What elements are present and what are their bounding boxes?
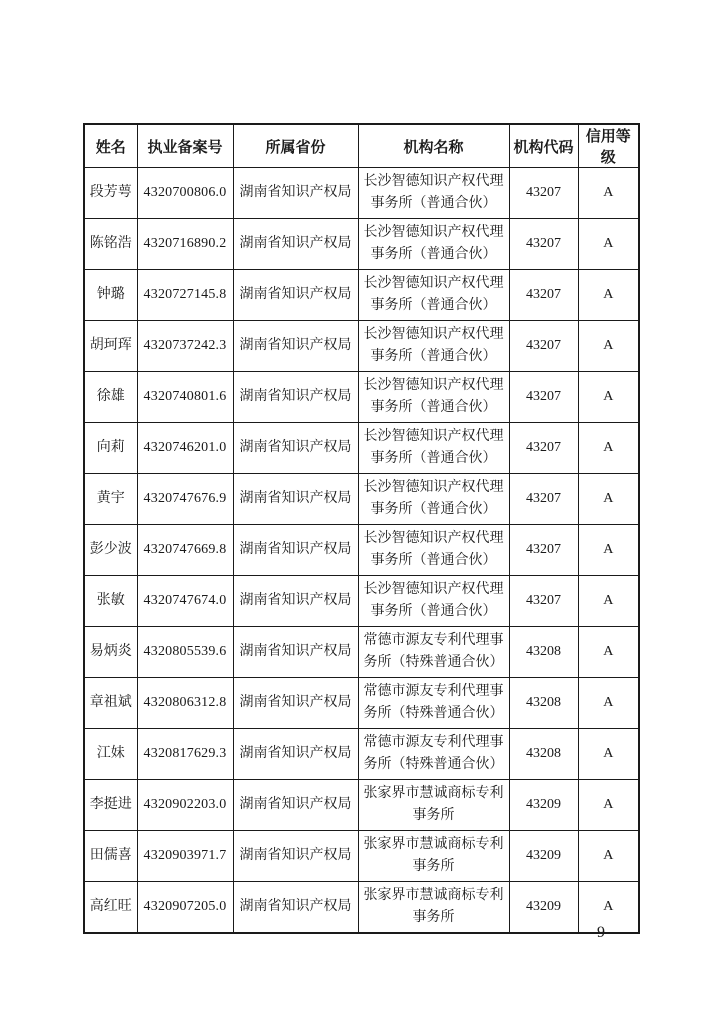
cell-license: 4320737242.3 xyxy=(137,321,233,372)
table-header-row xyxy=(84,124,639,168)
cell-org-code: 43209 xyxy=(509,882,578,934)
cell-license: 4320747669.8 xyxy=(137,525,233,576)
cell-license: 4320747674.0 xyxy=(137,576,233,627)
table-row xyxy=(84,729,639,780)
cell-credit-rating: A xyxy=(578,627,639,678)
cell-name: 徐雄 xyxy=(84,372,137,423)
cell-province: 湖南省知识产权局 xyxy=(233,780,358,831)
table-row xyxy=(84,168,639,219)
table-row xyxy=(84,678,639,729)
cell-name: 段芳萼 xyxy=(84,168,137,219)
cell-name: 章祖斌 xyxy=(84,678,137,729)
cell-org-code: 43209 xyxy=(509,831,578,882)
table-body xyxy=(84,168,639,934)
table-row xyxy=(84,576,639,627)
cell-org: 长沙智德知识产权代理事务所（普通合伙） xyxy=(358,270,509,321)
cell-name: 高红旺 xyxy=(84,882,137,934)
cell-province: 湖南省知识产权局 xyxy=(233,525,358,576)
cell-credit-rating: A xyxy=(578,219,639,270)
cell-org: 常德市源友专利代理事务所（特殊普通合伙） xyxy=(358,729,509,780)
table-row xyxy=(84,780,639,831)
cell-credit-rating: A xyxy=(578,474,639,525)
cell-credit-rating: A xyxy=(578,525,639,576)
cell-org: 长沙智德知识产权代理事务所（普通合伙） xyxy=(358,474,509,525)
cell-org-code: 43208 xyxy=(509,627,578,678)
cell-org: 常德市源友专利代理事务所（特殊普通合伙） xyxy=(358,627,509,678)
table-row xyxy=(84,882,639,934)
cell-name: 张敏 xyxy=(84,576,137,627)
cell-credit-rating: A xyxy=(578,678,639,729)
table-row xyxy=(84,831,639,882)
table-row xyxy=(84,321,639,372)
cell-province: 湖南省知识产权局 xyxy=(233,474,358,525)
table-row xyxy=(84,270,639,321)
col-header-org-code: 机构代码 xyxy=(509,124,578,168)
cell-org: 张家界市慧诚商标专利事务所 xyxy=(358,780,509,831)
cell-license: 4320902203.0 xyxy=(137,780,233,831)
cell-province: 湖南省知识产权局 xyxy=(233,729,358,780)
table-row xyxy=(84,474,639,525)
table-row xyxy=(84,219,639,270)
col-header-license-no: 执业备案号 xyxy=(137,124,233,168)
cell-name: 易炳炎 xyxy=(84,627,137,678)
cell-credit-rating: A xyxy=(578,780,639,831)
page-number: — 9 — xyxy=(575,924,628,941)
cell-province: 湖南省知识产权局 xyxy=(233,423,358,474)
cell-name: 向莉 xyxy=(84,423,137,474)
col-header-org-name: 机构名称 xyxy=(358,124,509,168)
col-header-province: 所属省份 xyxy=(233,124,358,168)
cell-org: 张家界市慧诚商标专利事务所 xyxy=(358,882,509,934)
col-header-credit-rating: 信用等级 xyxy=(578,124,639,168)
cell-org: 长沙智德知识产权代理事务所（普通合伙） xyxy=(358,423,509,474)
cell-name: 钟璐 xyxy=(84,270,137,321)
cell-license: 4320903971.7 xyxy=(137,831,233,882)
cell-province: 湖南省知识产权局 xyxy=(233,678,358,729)
cell-license: 4320907205.0 xyxy=(137,882,233,934)
cell-org-code: 43207 xyxy=(509,321,578,372)
cell-license: 4320817629.3 xyxy=(137,729,233,780)
cell-license: 4320740801.6 xyxy=(137,372,233,423)
cell-credit-rating: A xyxy=(578,168,639,219)
cell-org-code: 43209 xyxy=(509,780,578,831)
cell-credit-rating: A xyxy=(578,831,639,882)
cell-org: 长沙智德知识产权代理事务所（普通合伙） xyxy=(358,321,509,372)
cell-province: 湖南省知识产权局 xyxy=(233,576,358,627)
cell-org: 长沙智德知识产权代理事务所（普通合伙） xyxy=(358,576,509,627)
cell-province: 湖南省知识产权局 xyxy=(233,372,358,423)
cell-province: 湖南省知识产权局 xyxy=(233,627,358,678)
cell-province: 湖南省知识产权局 xyxy=(233,321,358,372)
cell-province: 湖南省知识产权局 xyxy=(233,831,358,882)
patent-agents-table xyxy=(83,123,640,934)
table-row xyxy=(84,423,639,474)
cell-province: 湖南省知识产权局 xyxy=(233,219,358,270)
cell-credit-rating: A xyxy=(578,576,639,627)
cell-credit-rating: A xyxy=(578,270,639,321)
cell-org-code: 43207 xyxy=(509,219,578,270)
cell-name: 田儒喜 xyxy=(84,831,137,882)
cell-org: 长沙智德知识产权代理事务所（普通合伙） xyxy=(358,168,509,219)
cell-org-code: 43208 xyxy=(509,678,578,729)
cell-org-code: 43207 xyxy=(509,525,578,576)
cell-org-code: 43207 xyxy=(509,474,578,525)
cell-license: 4320727145.8 xyxy=(137,270,233,321)
cell-credit-rating: A xyxy=(578,321,639,372)
cell-province: 湖南省知识产权局 xyxy=(233,270,358,321)
cell-org-code: 43207 xyxy=(509,168,578,219)
cell-credit-rating: A xyxy=(578,372,639,423)
cell-org-code: 43207 xyxy=(509,576,578,627)
cell-license: 4320806312.8 xyxy=(137,678,233,729)
cell-name: 胡珂珲 xyxy=(84,321,137,372)
cell-name: 黄宇 xyxy=(84,474,137,525)
cell-org: 长沙智德知识产权代理事务所（普通合伙） xyxy=(358,219,509,270)
cell-name: 彭少波 xyxy=(84,525,137,576)
cell-province: 湖南省知识产权局 xyxy=(233,882,358,934)
cell-org: 长沙智德知识产权代理事务所（普通合伙） xyxy=(358,372,509,423)
cell-license: 4320746201.0 xyxy=(137,423,233,474)
cell-province: 湖南省知识产权局 xyxy=(233,168,358,219)
cell-org: 长沙智德知识产权代理事务所（普通合伙） xyxy=(358,525,509,576)
cell-license: 4320805539.6 xyxy=(137,627,233,678)
cell-org-code: 43208 xyxy=(509,729,578,780)
cell-license: 4320700806.0 xyxy=(137,168,233,219)
cell-name: 李挺进 xyxy=(84,780,137,831)
cell-org: 常德市源友专利代理事务所（特殊普通合伙） xyxy=(358,678,509,729)
col-header-name: 姓名 xyxy=(84,124,137,168)
table-row xyxy=(84,525,639,576)
table-row xyxy=(84,372,639,423)
cell-credit-rating: A xyxy=(578,882,639,934)
cell-license: 4320716890.2 xyxy=(137,219,233,270)
cell-license: 4320747676.9 xyxy=(137,474,233,525)
cell-credit-rating: A xyxy=(578,423,639,474)
cell-org: 张家界市慧诚商标专利事务所 xyxy=(358,831,509,882)
cell-name: 陈铭浩 xyxy=(84,219,137,270)
cell-name: 江妹 xyxy=(84,729,137,780)
cell-org-code: 43207 xyxy=(509,270,578,321)
table-row xyxy=(84,627,639,678)
cell-org-code: 43207 xyxy=(509,423,578,474)
cell-org-code: 43207 xyxy=(509,372,578,423)
cell-credit-rating: A xyxy=(578,729,639,780)
